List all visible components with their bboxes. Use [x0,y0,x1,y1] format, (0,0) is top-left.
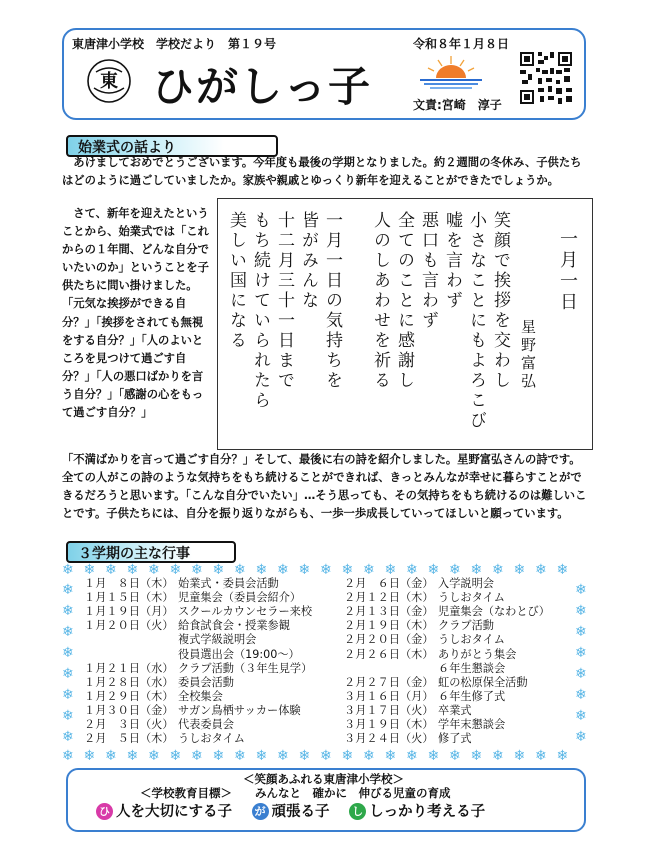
snowflake-icon: ❄ [62,729,74,745]
issue-date: 令和８年１月８日 [413,37,510,51]
emblem-char: 東 [100,71,118,92]
snowflake-icon: ❄ [363,562,375,578]
event-date: ２月１２日（木） [344,591,434,605]
event-date: １月２１日（水） [84,661,174,675]
snowflake-icon: ❄ [449,562,461,578]
snowflake-icon: ❄ [384,562,397,578]
snowflake-icon: ❄ [406,562,418,578]
event-row [344,619,494,632]
sunrise-icon [416,52,486,92]
snowflake-icon: ❄ [575,729,587,745]
snowflake-icon: ❄ [62,666,74,682]
poem-line: 笑顔で挨拶を交わし [490,211,510,391]
poem-line: 悪口も言わず [418,211,438,331]
snowflake-icon: ❄ [492,562,504,578]
event-row [84,676,234,689]
snowflake-icon: ❄ [212,562,225,578]
event-row [84,619,290,632]
motto-item-text: 頑張る子 [271,804,330,820]
snowflake-icon: ❄ [575,687,587,703]
event-name: 卒業式 [438,703,472,717]
event-name: 複式学級説明会 [178,633,257,647]
snowflake-icon: ❄ [191,748,203,764]
snowflake-icon: ❄ [191,562,203,578]
motto-item [252,804,330,820]
snowflake-icon: ❄ [470,748,483,764]
snowflake-icon: ❄ [277,748,289,764]
event-row [84,648,300,661]
snowflake-icon: ❄ [255,748,268,764]
poem-line: 小さなことにもよろこび [466,211,486,431]
event-date: ３月１７日（火） [344,703,434,717]
event-date: １月３０日（金） [84,703,174,717]
event-date: １月１９日（月） [84,605,174,619]
snowflake-icon: ❄ [126,562,139,578]
event-name: 全校集会 [178,689,223,703]
snowflake-icon: ❄ [575,603,587,619]
event-date: ２月 ６日（金） [344,577,434,590]
event-date: １月２８日（水） [84,675,174,689]
event-name: 給食試食会・授業参観 [178,619,290,633]
event-row [344,605,550,618]
snowflake-icon: ❄ [575,708,587,724]
event-name: ６年生懇談会 [438,661,506,675]
snowflake-icon: ❄ [298,562,311,578]
poem-line: 皆がみんな [298,211,318,311]
motto-item-text: しっかり考える子 [369,804,486,820]
poem-box [217,198,593,450]
event-name: クラブ活動（３年生見学） [178,661,313,675]
poem-line: 美しい国になる [226,211,246,351]
snowflake-icon: ❄ [62,687,74,703]
snowflake-icon: ❄ [384,748,397,764]
events-panel [62,562,590,764]
event-row [344,662,505,675]
snowflake-icon: ❄ [255,562,268,578]
snowflake-icon: ❄ [575,582,587,598]
section-heading-events: ３学期の主な行事 [66,541,236,563]
goal-label: ＜学校教育目標＞ [140,786,232,800]
paragraph-poem-intro: 「不満ばかりを言って過ごす自分？」そして、最後に右の詩を紹介しました。星野富弘さんの詩です。全ての人がこの詩のような気持ちをもち続けることができれば、きっとみんなが幸せに暮らすことができるだろうと思います。「こんな自分でいたい」…そう思っても、その気持ちをもち続けるのは難しいことです。子供たちには、自分を振り返りながらも、一歩一歩成長していってほしいと願っています。 [62,453,587,521]
event-row [344,591,505,604]
school-slogan: ＜笑顔あふれる東唐津小学校＞ [243,772,404,786]
event-name: 代表委員会 [178,718,234,731]
event-date: ２月 ５日（木） [84,732,174,746]
event-row [84,633,256,646]
event-date: １月２０日（火） [84,619,174,633]
poem-line: もち続けていられたら [250,211,270,411]
event-name: 児童集会（なわとび） [438,605,550,619]
snowflake-icon: ❄ [169,748,182,764]
paragraph-question: さて、新年を迎えたということから、始業式では「これからの１年間、どんな自分でいたいのか」ということを子供たちに問い掛けました。「元気な挨拶ができる自分？」「挨拶をされても無視をする自分？」「人のよいところを見つけて過ごす自分？」「人の悪口ばかりを言う自分？」「感謝の心をもって過ごす自分？」 [62,207,209,420]
event-row [344,690,505,703]
snowflake-icon: ❄ [62,645,74,661]
event-name: 修了式 [438,732,472,746]
event-date: １月２９日（木） [84,689,174,703]
event-date: ２月２７日（金） [344,675,434,689]
paragraph-greeting: あけましておめでとうございます。今年度も最後の学期となりました。約２週間の冬休み、子供たちはどのように過ごしていましたか。家族や親戚とゆっくり新年を迎えることができたでしょうか。 [62,156,582,188]
snowflake-icon: ❄ [62,624,74,640]
snowflake-icon: ❄ [556,562,569,578]
snowflake-icon: ❄ [449,748,461,764]
snowflake-icon: ❄ [105,562,117,578]
event-row [84,718,234,731]
event-name: うしおタイム [438,591,505,605]
motto-items [96,800,485,821]
snowflake-icon: ❄ [62,748,74,764]
event-row [84,732,245,745]
event-row [344,633,505,646]
snowflake-icon: ❄ [427,748,440,764]
event-row [84,704,301,717]
snowflake-icon: ❄ [83,748,96,764]
event-date: ２月２６日（木） [344,647,434,661]
snowflake-icon: ❄ [320,748,332,764]
snowflake-icon: ❄ [62,582,74,598]
snowflake-icon: ❄ [427,562,440,578]
event-row [344,718,505,731]
snowflake-icon: ❄ [556,748,569,764]
snowflake-icon: ❄ [513,748,526,764]
snowflake-icon: ❄ [406,748,418,764]
event-row [84,690,223,703]
event-date: １月１５日（木） [84,591,174,605]
snowflake-icon: ❄ [298,748,311,764]
event-date: ２月２０日（金） [344,633,434,647]
snowflake-icon: ❄ [169,562,182,578]
event-name: うしおタイム [438,633,505,647]
event-row [344,577,494,590]
event-name: 学年末懇談会 [438,718,506,731]
event-row [84,591,301,604]
snowflake-icon: ❄ [470,562,483,578]
circle-ga-icon: が [252,803,269,820]
poem-title: 一月一日 [557,229,578,313]
author-line: 文責:宮崎 淳子 [413,98,502,112]
snowflake-icon: ❄ [148,748,160,764]
event-date: ２月１３日（金） [344,605,434,619]
event-name: 虹の松原保全活動 [438,675,528,689]
snowflake-icon: ❄ [363,748,375,764]
school-emblem-icon [86,58,132,104]
snowflake-icon: ❄ [83,562,96,578]
event-date: ３月２４日（火） [344,732,434,746]
motto-item [96,804,232,820]
snowflake-icon: ❄ [575,645,587,661]
event-row [84,605,312,618]
event-date: ３月１９日（木） [344,718,434,731]
snowflake-icon: ❄ [341,562,354,578]
circle-hi-icon: ひ [96,803,113,820]
snowflake-icon: ❄ [277,562,289,578]
snowflake-icon: ❄ [105,748,117,764]
event-name: クラブ活動 [438,619,494,633]
event-name: ６年生修了式 [438,689,506,703]
snowflake-icon: ❄ [575,666,587,682]
event-row [344,676,528,689]
snowflake-icon: ❄ [513,562,526,578]
snowflake-icon: ❄ [62,603,74,619]
event-name: サガン鳥栖サッカー体験 [178,703,301,717]
snowflake-icon: ❄ [575,624,587,640]
newsletter-title: ひがしっ子 [152,62,373,111]
circle-shi-icon: し [349,803,366,820]
event-row [344,732,472,745]
snowflake-icon: ❄ [148,562,160,578]
event-date: ２月 ３日（火） [84,718,174,731]
event-date: ３月１６日（月） [344,689,434,703]
snowflake-icon: ❄ [535,748,547,764]
snowflake-icon: ❄ [320,562,332,578]
motto-item [349,804,485,820]
event-row [344,648,516,661]
snowflake-icon: ❄ [62,708,74,724]
qr-code-icon[interactable] [518,50,574,106]
snowflake-icon: ❄ [341,748,354,764]
snowflake-icon: ❄ [492,748,504,764]
event-name: ありがとう集会 [438,647,517,661]
snowflake-icon: ❄ [126,748,139,764]
snowflake-icon: ❄ [535,562,547,578]
event-row [344,704,472,717]
snowflake-icon: ❄ [62,562,74,578]
poem-line: 全てのことに感謝し [394,211,414,391]
snowflake-icon: ❄ [234,748,246,764]
snowflake-icon: ❄ [234,562,246,578]
motto-item-text: 人を大切にする子 [116,804,232,820]
poem-line: 人のしあわせを祈る [370,211,390,391]
event-row [84,662,312,675]
section-heading-opening-ceremony: 始業式の話より [66,135,278,157]
education-goal [140,785,451,801]
event-name: 役員選出会（19:00〜） [178,647,300,661]
poem-line: 嘘を言わず [442,211,462,311]
event-name: 委員会活動 [178,675,234,689]
event-date: ２月１９日（木） [344,619,434,633]
event-row [84,577,279,590]
event-name: 始業式・委員会活動 [178,577,279,590]
event-name: 児童集会（委員会紹介） [178,591,302,605]
snowflake-icon: ❄ [212,748,225,764]
issue-line: 東唐津小学校 学校だより 第１９号 [72,37,277,51]
event-date: １月 ８日（木） [84,577,174,590]
event-name: うしおタイム [178,732,245,746]
event-name: スクールカウンセラー来校 [178,605,313,619]
poem-line: 一月一日の気持ちを [322,211,342,391]
event-name: 入学説明会 [438,577,494,590]
goal-text: みんなと 確かに 伸びる児童の育成 [255,786,451,800]
poem-line: 十二月三十一日まで [274,211,294,391]
poem-author: 星野富弘 [519,319,537,391]
